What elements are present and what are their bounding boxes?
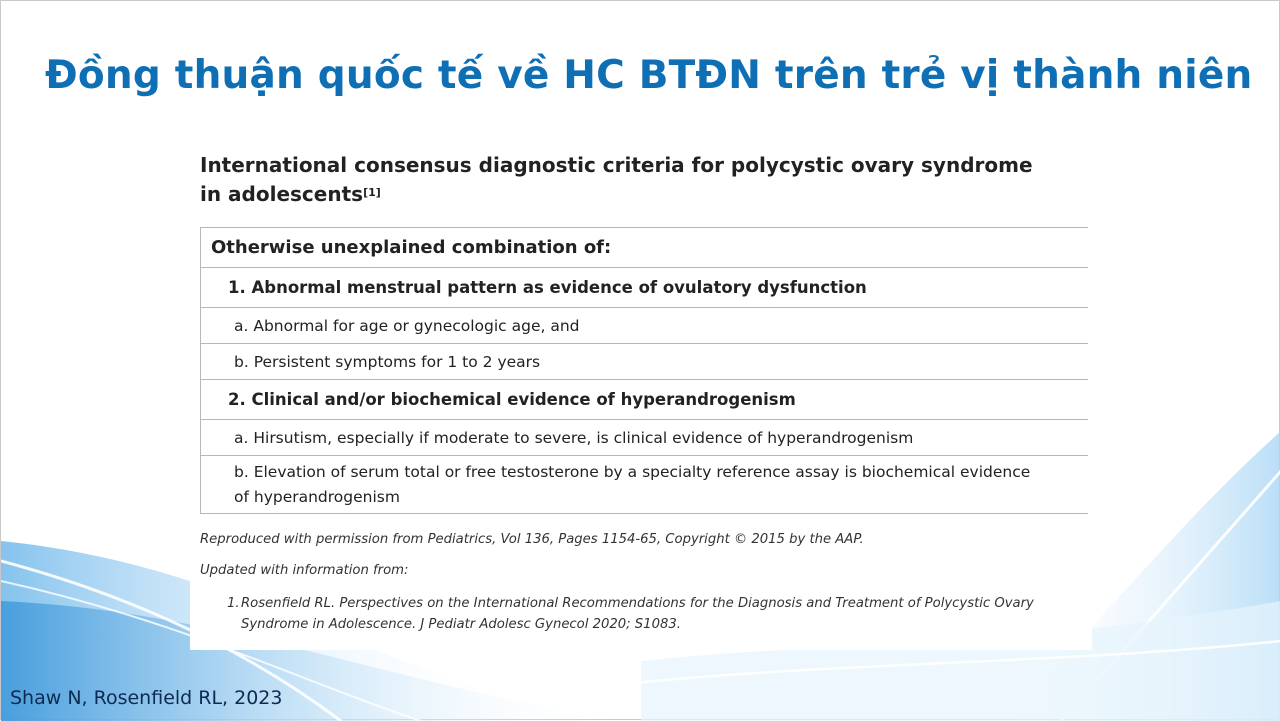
criterion-item: a. Hirsutism, especially if moderate to severe, is clinical evidence of hyperandrogenism [201, 420, 1089, 456]
table-header-cell: Otherwise unexplained combination of: [201, 228, 1089, 268]
slide-title: Đồng thuận quốc tế về HC BTĐN trên trẻ vị thành niên [45, 53, 1253, 98]
criteria-figure [190, 135, 1092, 650]
section-label-1: 1. Abnormal menstrual pattern as evidence of ovulatory dysfunction [201, 268, 1089, 308]
criterion-item: a. Abnormal for age or gynecologic age, and [201, 308, 1089, 344]
section-label-2: 2. Clinical and/or biochemical evidence of hyperandrogenism [201, 380, 1089, 420]
criterion-item: b. Elevation of serum total or free testosterone by a specialty reference assay is biochemical evidence of hyperandrogenism [201, 456, 1089, 514]
source-citation: Shaw N, Rosenfield RL, 2023 [10, 687, 283, 709]
criteria-table [200, 227, 1088, 514]
figure-heading-reference: [1] [363, 186, 381, 199]
reference-number: 1. [227, 596, 240, 611]
reference-entry [227, 593, 1077, 635]
permission-note: Reproduced with permission from Pediatrics, Vol 136, Pages 1154-65, Copyright © 2015 by the AAP. [200, 532, 864, 547]
table-section-row [201, 380, 1089, 420]
table-row [201, 344, 1089, 380]
updated-note: Updated with information from: [200, 563, 409, 578]
table-row [201, 456, 1089, 514]
table-section-row [201, 268, 1089, 308]
table-row [201, 308, 1089, 344]
reference-text: Rosenfield RL. Perspectives on the International Recommendations for the Diagnosis and Treatment of Polycystic Ovary Syndrome in Adolescence. J Pediatr Adolesc Gynecol 2020; S1083. [241, 596, 1034, 632]
figure-heading [200, 151, 1060, 209]
criterion-item: b. Persistent symptoms for 1 to 2 years [201, 344, 1089, 380]
table-header-row [201, 228, 1089, 268]
figure-heading-text: International consensus diagnostic criteria for polycystic ovary syndrome in adolescents [200, 153, 1033, 206]
table-row [201, 420, 1089, 456]
